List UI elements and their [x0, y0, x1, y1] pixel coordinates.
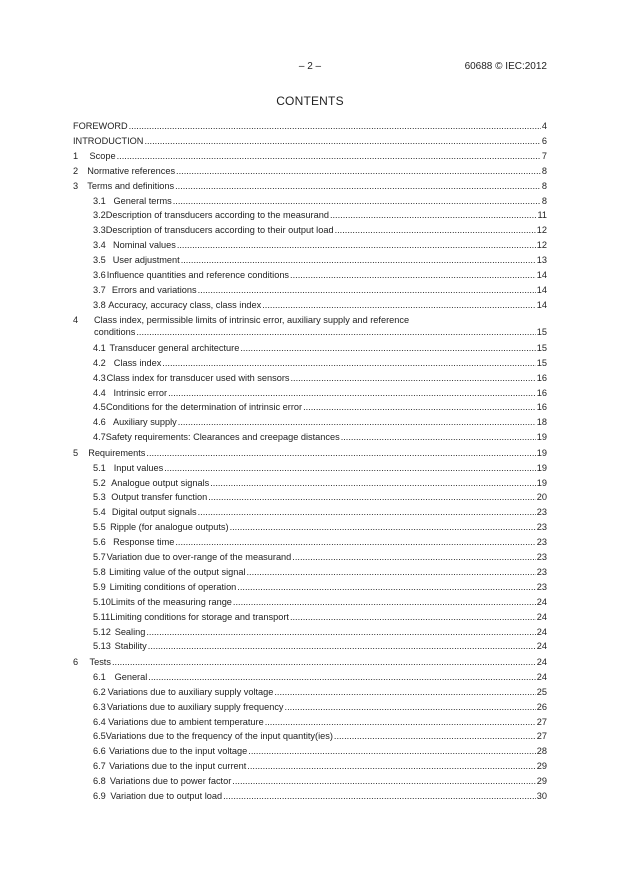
toc-leader-dots [246, 567, 535, 578]
toc-entry-title: Digital output signals [111, 507, 197, 518]
toc-entry-page: 24 [536, 611, 547, 622]
toc-entry-page: 16 [536, 402, 547, 413]
toc-entry-number: 3.3 [93, 225, 106, 236]
toc-entry-page: 23 [536, 581, 547, 592]
toc-entry-title: Transducer general architecture [109, 342, 240, 353]
toc-leader-dots [168, 388, 536, 399]
toc-leader-dots [290, 612, 536, 623]
toc-entry-title: Description of transducers according to their output load [105, 225, 334, 236]
toc-entry-page: 11 [537, 210, 547, 221]
toc-leader-dots [334, 731, 536, 742]
toc-entry-number: 3.8 [93, 299, 106, 310]
toc-entry-page: 14 [536, 284, 547, 295]
toc-entry[interactable] [73, 133, 547, 147]
toc-entry-title: Class index for transducer used with sensors [106, 372, 290, 383]
toc-entry-title: Variations due to auxiliary supply voltage [107, 686, 274, 697]
toc-entry[interactable] [93, 773, 547, 787]
toc-entry-title: Class index, permissible limits of intrinsic error, auxiliary supply and reference [94, 315, 410, 326]
toc-entry-number: 3.5 [93, 255, 106, 266]
toc-entry-title: User adjustment [112, 255, 180, 266]
toc-entry[interactable] [93, 788, 547, 802]
toc-entry-title: Variation due to over-range of the measurand [106, 552, 292, 562]
toc-entry[interactable] [93, 207, 547, 221]
toc-entry-number: 5.10 [93, 596, 111, 607]
toc-entry-page: 12 [536, 225, 547, 236]
toc-entry-number: 6.4 [93, 716, 106, 727]
toc-entry-number: 5.9 [93, 581, 106, 592]
toc-entry-number: 5.3 [93, 492, 106, 503]
toc-entry-page: 13 [536, 255, 547, 266]
toc-leader-dots [262, 300, 536, 311]
toc-entry[interactable] [93, 699, 547, 713]
toc-leader-dots [198, 507, 536, 518]
toc-entry-number: 5 [73, 447, 79, 458]
toc-entry-title: Response time [113, 537, 175, 548]
toc-leader-dots [330, 210, 537, 221]
toc-entry[interactable] [93, 758, 547, 772]
toc-entry-title: Class index [113, 357, 162, 368]
toc-entry-number: 6.3 [93, 701, 106, 712]
toc-entry-number: 6.5 [93, 731, 106, 742]
toc-entry-page: 23 [536, 566, 547, 577]
toc-entry-page: 12 [536, 240, 547, 251]
toc-entry[interactable] [93, 460, 547, 474]
toc-leader-dots [129, 121, 541, 132]
toc-entry-title: Sealing [114, 626, 146, 637]
toc-entry-title: Limiting value of the output signal [109, 566, 246, 577]
toc-leader-dots [230, 522, 536, 533]
toc-entry-title: Safety requirements: Clearances and creepage distances [105, 432, 340, 443]
toc-entry-number: 5.5 [93, 522, 106, 533]
toc-leader-dots [265, 717, 536, 728]
toc-entry-title: FOREWORD [73, 121, 128, 131]
toc-entry-title: Analogue output signals [111, 477, 210, 488]
toc-leader-dots [175, 537, 535, 548]
toc-entry-title: Limits of the measuring range [110, 596, 232, 607]
toc-leader-dots [247, 761, 535, 772]
toc-leader-dots [144, 136, 540, 147]
toc-entry-number: 5.4 [93, 507, 106, 518]
toc-leader-dots [162, 358, 535, 369]
toc-entry-title: General [114, 671, 148, 682]
toc-entry-page: 8 [541, 195, 547, 206]
toc-entry-number: 5.13 [93, 641, 111, 652]
toc-entry-title: INTRODUCTION [73, 135, 144, 146]
toc-entry-page: 25 [536, 686, 547, 697]
toc-entry-number: 3.1 [93, 195, 106, 206]
toc-entry[interactable] [93, 297, 547, 311]
toc-entry-title: Tests [89, 656, 111, 667]
toc-entry-number: 4.6 [93, 417, 106, 428]
toc-entry-number: 5.1 [93, 462, 106, 473]
toc-entry-title: Auxiliary supply [112, 417, 177, 428]
toc-entry[interactable] [93, 237, 547, 251]
toc-entry-number: 3.6 [93, 270, 106, 280]
toc-entry-page: 15 [536, 357, 547, 368]
toc-entry-number: 4.3 [93, 372, 106, 383]
toc-leader-dots [233, 597, 536, 608]
toc-entry[interactable] [93, 564, 547, 578]
toc-entry-title: Variations due to auxiliary supply frequency [107, 701, 284, 712]
toc-entry-page: 18 [536, 417, 547, 428]
toc-entry[interactable] [93, 534, 547, 548]
toc-leader-dots [237, 582, 535, 593]
toc-entry-page: 8 [541, 165, 547, 176]
toc-entry-number: 5.7 [93, 552, 106, 562]
toc-entry-page: 23 [536, 522, 547, 533]
toc-entry-title: Nominal values [113, 240, 176, 251]
toc-entry-number: 3.4 [93, 240, 106, 251]
toc-entry-page: 14 [536, 299, 547, 310]
toc-entry-title: Errors and variations [111, 284, 197, 295]
toc-entry[interactable] [73, 148, 547, 162]
toc-entry-page: 7 [541, 150, 547, 161]
toc-entry-page: 24 [536, 626, 547, 637]
toc-entry-page: 23 [536, 507, 547, 518]
toc-leader-dots [117, 151, 541, 162]
toc-entry-title: Terms and definitions [87, 180, 175, 191]
toc-entry[interactable] [73, 118, 547, 132]
toc-entry-number: 3 [73, 180, 79, 191]
toc-entry[interactable] [93, 355, 547, 369]
toc-entry[interactable] [93, 370, 547, 384]
toc-entry-title: Variations due to the input current [109, 761, 247, 772]
toc-entry-number: 5.12 [93, 626, 111, 637]
toc-entry-number: 4.1 [93, 342, 106, 353]
toc-leader-dots [175, 181, 541, 192]
toc-leader-dots [198, 285, 536, 296]
toc-entry[interactable] [73, 445, 547, 459]
toc-leader-dots [223, 791, 536, 802]
toc-entry-number: 4.5 [93, 402, 106, 413]
toc-entry-page: 16 [536, 387, 547, 398]
toc-entry-page: 24 [536, 671, 547, 682]
toc-entry-number: 5.11 [93, 611, 111, 622]
toc-entry[interactable] [93, 684, 547, 698]
toc-entry-page: 15 [536, 327, 547, 338]
toc-entry[interactable] [93, 282, 547, 296]
toc-entry-page: 29 [536, 761, 547, 772]
toc-entry-title: Requirements [88, 447, 146, 458]
toc-entry[interactable] [93, 743, 547, 757]
toc-leader-dots [290, 373, 535, 384]
toc-leader-dots [290, 270, 536, 281]
toc-entry-title: Accuracy, accuracy class, class index [108, 299, 262, 310]
toc-entry-page: 15 [536, 342, 547, 353]
toc-entry-title: Stability [114, 641, 147, 652]
toc-entry-page: 20 [536, 492, 547, 503]
toc-entry-title: Influence quantities and reference conditions [106, 270, 290, 280]
toc-entry[interactable] [73, 654, 547, 668]
toc-entry-number: 6.2 [93, 686, 106, 697]
toc-entry[interactable] [93, 252, 547, 266]
toc-entry-page: 19 [536, 477, 547, 488]
toc-leader-dots [341, 432, 536, 443]
toc-entry-page: 4 [541, 121, 547, 131]
toc-entry-number: 6.6 [93, 746, 106, 757]
toc-entry-page: 19 [536, 462, 547, 473]
toc-entry-page: 8 [541, 180, 547, 191]
toc-entry[interactable] [93, 475, 547, 489]
toc-leader-dots [208, 492, 536, 503]
toc-leader-dots [240, 343, 535, 354]
toc-entry[interactable] [93, 267, 547, 281]
toc-entry-page: 19 [536, 432, 547, 443]
toc-entry-page: 27 [536, 716, 547, 727]
toc-entry-number: 6 [73, 656, 79, 667]
toc-entry-page: 23 [536, 552, 547, 562]
toc-entry[interactable] [93, 489, 547, 503]
toc-entry[interactable] [73, 163, 547, 177]
toc-entry-title: Variations due to the frequency of the input quantity(ies) [105, 731, 333, 742]
toc-entry-title: Output transfer function [111, 492, 208, 503]
toc-leader-dots [177, 240, 536, 251]
toc-entry[interactable] [73, 178, 547, 192]
toc-entry-page: 29 [536, 776, 547, 787]
toc-entry-title: Variations due to power factor [109, 776, 232, 787]
toc-leader-dots [173, 196, 541, 207]
toc-leader-dots [303, 402, 536, 413]
toc-entry-number: 4.7 [93, 432, 106, 443]
toc-entry[interactable] [93, 340, 547, 354]
toc-entry-number: 2 [73, 165, 79, 176]
toc-entry-title-cont: conditions [94, 327, 136, 338]
toc-entry[interactable] [93, 504, 547, 518]
toc-leader-dots [292, 552, 535, 563]
toc-leader-dots [146, 448, 535, 459]
toc-entry-page: 24 [536, 596, 547, 607]
toc-entry-title: Limiting conditions for storage and transport [110, 611, 289, 622]
toc-entry[interactable] [93, 669, 547, 683]
toc-entry[interactable] [93, 414, 547, 428]
toc-leader-dots [148, 672, 536, 683]
toc-entry[interactable] [93, 609, 547, 623]
toc-entry[interactable] [93, 624, 547, 638]
toc-entry-page: 26 [536, 701, 547, 712]
toc-entry-number: 6.8 [93, 776, 106, 787]
toc-entry-number: 4.2 [93, 357, 106, 368]
toc-leader-dots [210, 478, 536, 489]
toc-entry[interactable] [93, 429, 547, 443]
toc-entry-number: 5.2 [93, 477, 106, 488]
toc-leader-dots [146, 627, 535, 638]
toc-entry-number: 4.4 [93, 387, 106, 398]
toc-entry-number: 5.6 [93, 537, 106, 548]
toc-entry-title: Description of transducers according to the measurand [105, 210, 329, 221]
toc-entry-title: Ripple (for analogue outputs) [110, 522, 229, 533]
toc-entry-page: 24 [536, 656, 547, 667]
toc-entry-page: 16 [536, 372, 547, 383]
toc-title: CONTENTS [276, 94, 344, 108]
toc-entry-page: 27 [536, 731, 547, 742]
toc-leader-dots [181, 255, 536, 266]
toc-leader-dots [176, 166, 541, 177]
toc-entry-title: Variations due to ambient temperature [108, 716, 264, 727]
page-number: – 2 – [298, 61, 322, 72]
toc-leader-dots [248, 746, 536, 757]
toc-entry-number: 3.2 [93, 210, 106, 221]
toc-leader-dots [164, 463, 536, 474]
toc-entry[interactable] [93, 714, 547, 728]
toc-entry-number: 3.7 [93, 284, 106, 295]
toc-entry-number: 6.1 [93, 671, 106, 682]
toc-entry-title: Input values [113, 462, 164, 473]
toc-entry[interactable] [93, 193, 547, 207]
toc-leader-dots [335, 225, 536, 236]
toc-entry-page: 19 [536, 447, 547, 458]
toc-entry-title: Conditions for the determination of intrinsic error [105, 402, 303, 413]
toc-leader-dots [112, 657, 536, 668]
toc-entry[interactable] [93, 579, 547, 593]
toc-leader-dots [178, 417, 536, 428]
toc-leader-dots [232, 776, 535, 787]
document-reference: 60688 © IEC:2012 [464, 61, 547, 72]
toc-entry[interactable] [93, 519, 547, 533]
toc-entry-number: 6.7 [93, 761, 106, 772]
toc-entry-page: 6 [541, 135, 547, 146]
toc-entry[interactable] [93, 594, 547, 608]
toc-entry-page: 28 [536, 746, 547, 757]
toc-entry[interactable] [93, 549, 547, 563]
toc-entry-number: 1 [73, 150, 79, 161]
toc-entry-page: 23 [536, 537, 547, 548]
toc-entry[interactable] [93, 222, 547, 236]
toc-entry-continuation[interactable] [94, 324, 547, 338]
toc-entry-title: Intrinsic error [113, 387, 168, 398]
toc-entry-page: 30 [536, 791, 547, 801]
toc-leader-dots [274, 687, 535, 698]
toc-entry-title: Scope [89, 150, 116, 161]
toc-leader-dots [148, 641, 536, 652]
toc-entry-title: General terms [113, 195, 172, 206]
toc-leader-dots [136, 327, 535, 338]
toc-entry-number: 4 [73, 315, 79, 326]
toc-entry-page: 14 [536, 270, 547, 280]
toc-entry-title: Normative references [87, 165, 176, 176]
toc-entry[interactable] [93, 638, 547, 652]
toc-entry-page: 24 [536, 641, 547, 652]
toc-entry-title: Variations due to the input voltage [109, 746, 248, 757]
toc-leader-dots [285, 702, 536, 713]
toc-entry-number: 6.9 [93, 791, 106, 801]
toc-entry[interactable] [93, 385, 547, 399]
toc-entry[interactable] [93, 399, 547, 413]
toc-entry-number: 5.8 [93, 566, 106, 577]
toc-entry[interactable] [93, 728, 547, 742]
toc-entry-title: Variation due to output load [110, 791, 223, 801]
toc-entry-title: Limiting conditions of operation [109, 581, 237, 592]
